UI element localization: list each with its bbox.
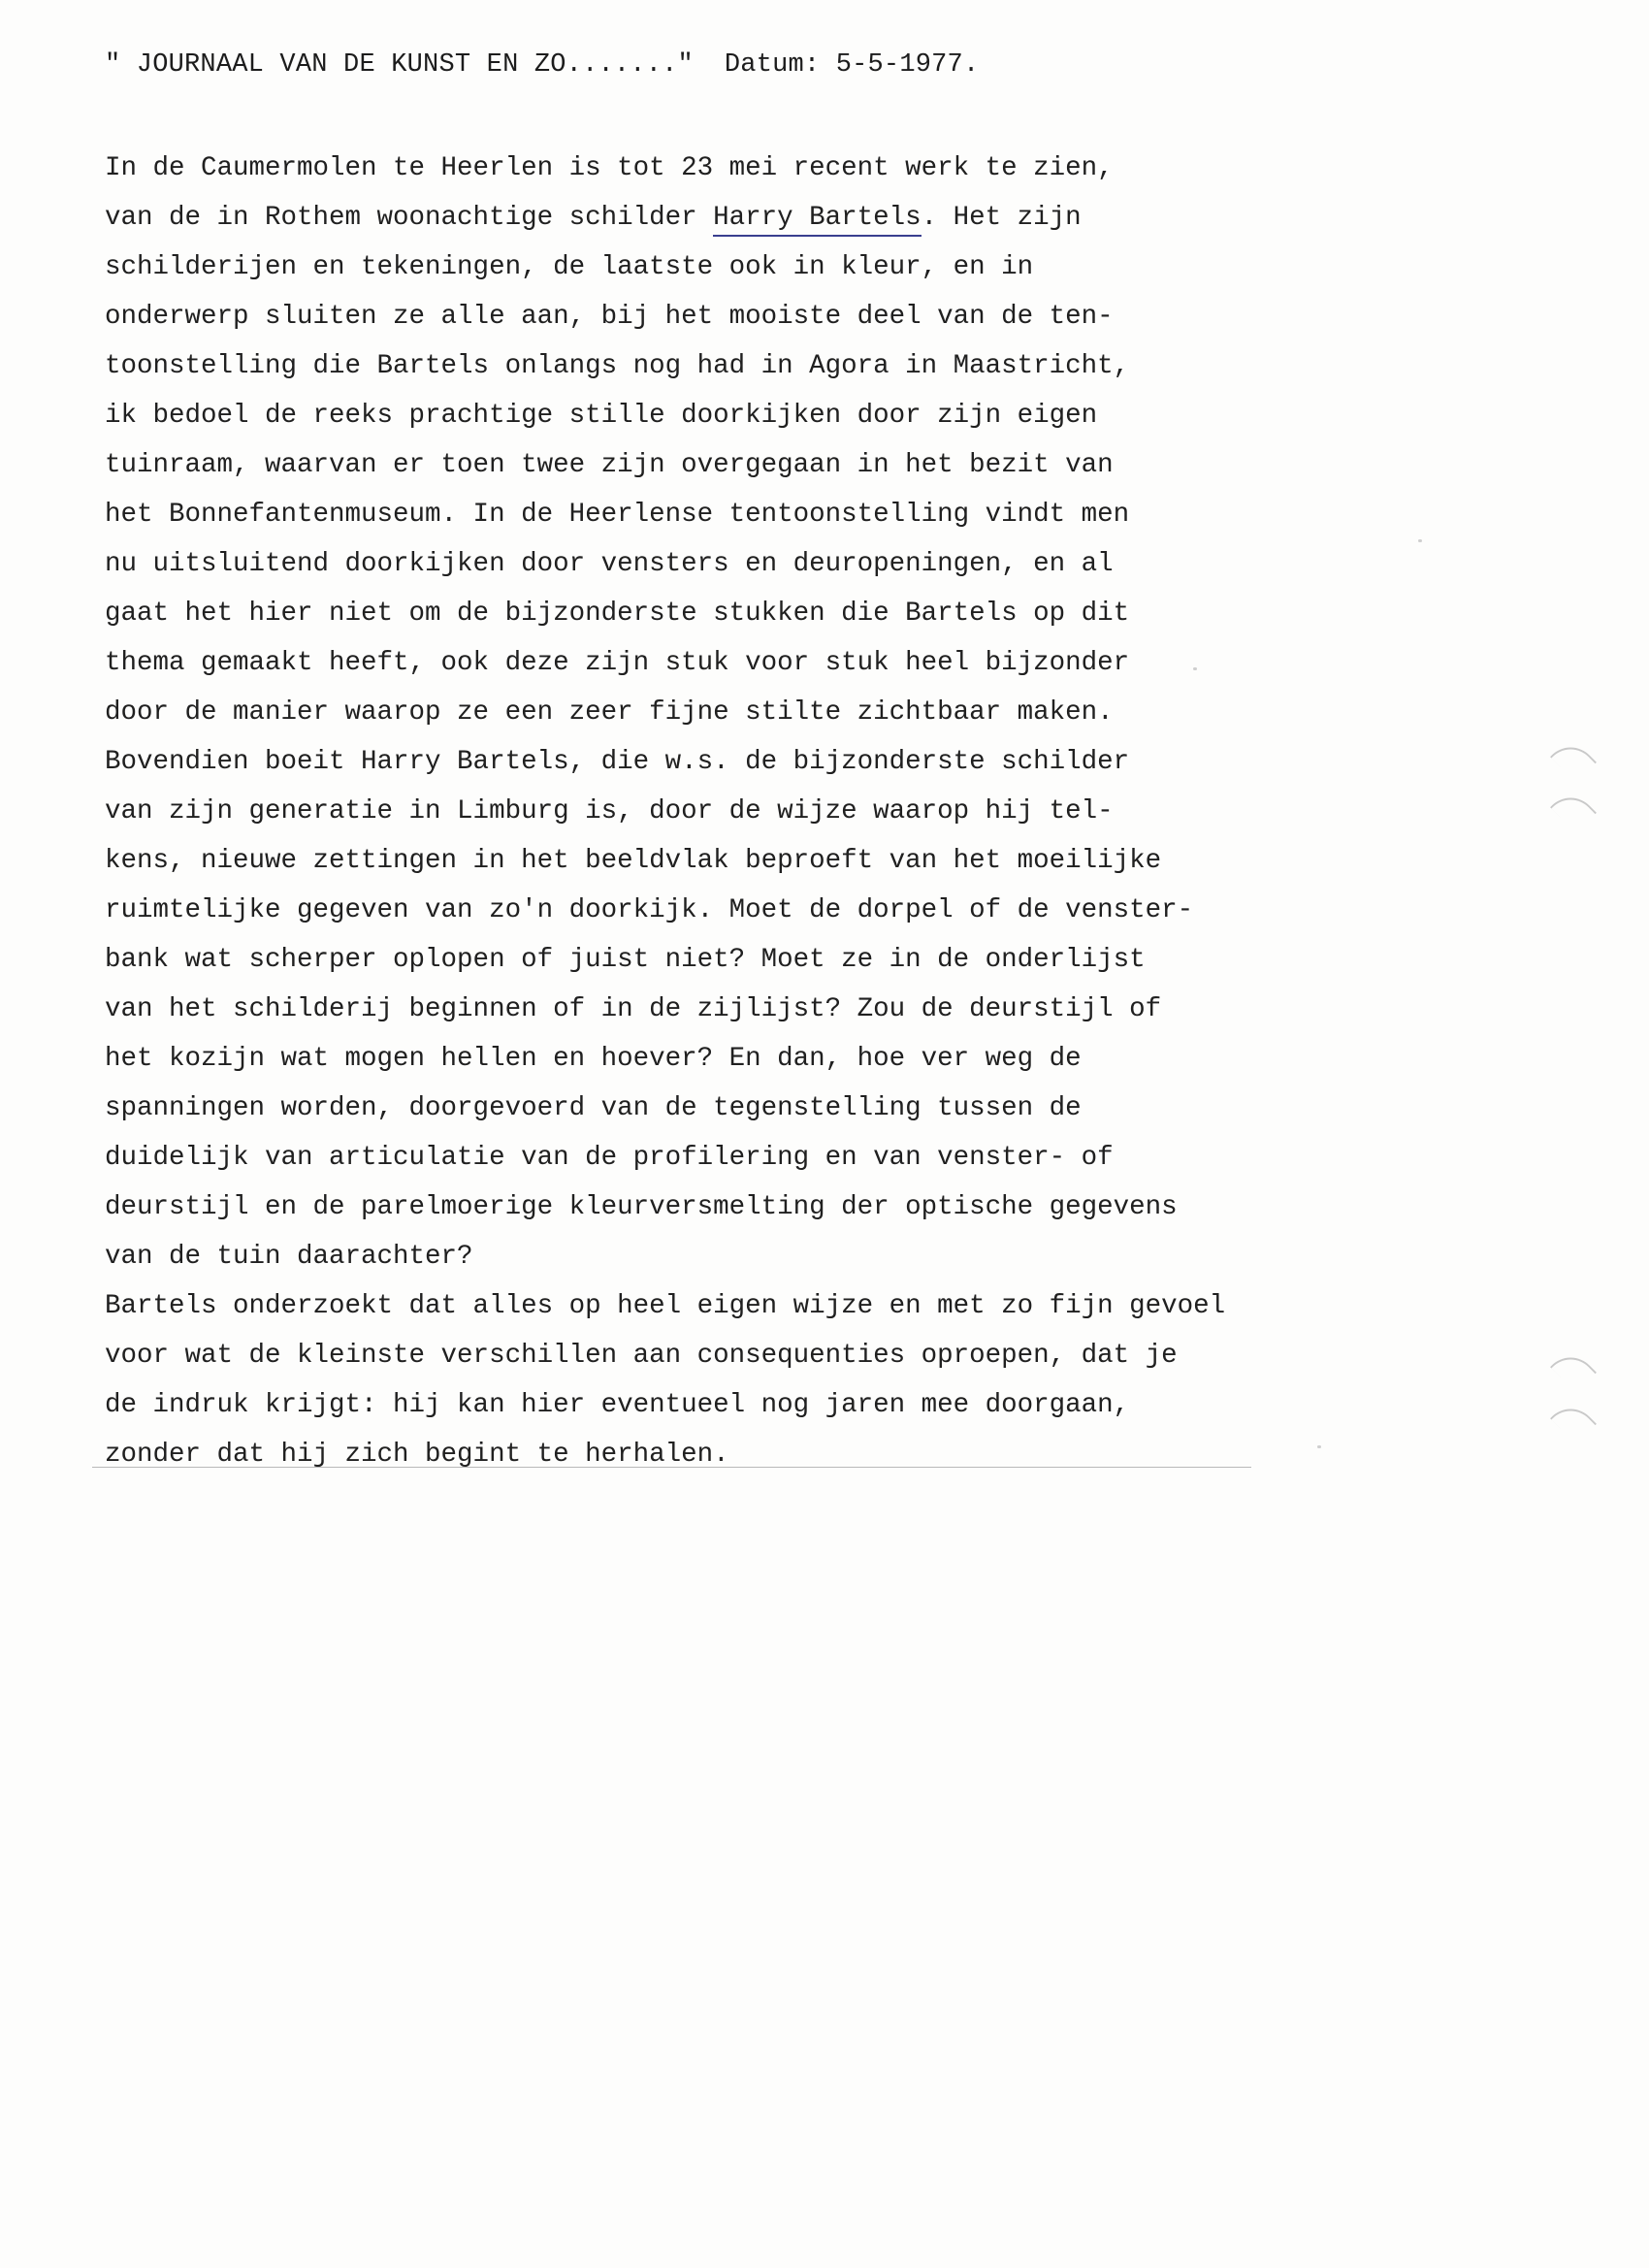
document-header: [105, 50, 979, 80]
article-line: Bartels onderzoekt dat alles op heel eigen wijze en met zo fijn gevoel: [105, 1291, 1226, 1321]
paper-speck: [1317, 1445, 1321, 1448]
article-line: van zijn generatie in Limburg is, door de wijze waarop hij tel-: [105, 796, 1114, 826]
article-line: [105, 193, 1269, 243]
article-line: spanningen worden, doorgevoerd van de tegenstelling tussen de: [105, 1093, 1082, 1123]
article-line: toonstelling die Bartels onlangs nog had in Agora in Maastricht,: [105, 351, 1130, 381]
article-line: ruimtelijke gegeven van zo'n doorkijk. Moet de dorpel of de venster-: [105, 895, 1194, 925]
header-title: " JOURNAAL VAN DE KUNST EN ZO.......": [105, 50, 694, 80]
article-line: door de manier waarop ze een zeer fijne stilte zichtbaar maken.: [105, 697, 1114, 728]
punch-hole-mark: [1550, 736, 1597, 783]
underlined-artist-name: Harry Bartels: [713, 203, 922, 237]
article-line: voor wat de kleinste verschillen aan consequenties oproepen, dat je: [105, 1341, 1178, 1371]
article-line: duidelijk van articulatie van de profilering en van venster- of: [105, 1143, 1114, 1173]
article-line-text: . Het zijn: [921, 203, 1082, 233]
article-line: In de Caumermolen te Heerlen is tot 23 mei recent werk te zien,: [105, 153, 1114, 183]
article-line: onderwerp sluiten ze alle aan, bij het mooiste deel van de ten-: [105, 302, 1114, 332]
punch-hole-mark: [1550, 1346, 1597, 1393]
article-line: ik bedoel de reeks prachtige stille doorkijken door zijn eigen: [105, 401, 1098, 431]
article-line: bank wat scherper oplopen of juist niet? Moet ze in de onderlijst: [105, 945, 1146, 975]
article-line: gaat het hier niet om de bijzonderste stukken die Bartels op dit: [105, 599, 1130, 629]
paper-speck: [1193, 667, 1197, 670]
article-line: van het schilderij beginnen of in de zijlijst? Zou de deurstijl of: [105, 994, 1162, 1024]
article-line: het Bonnefantenmuseum. In de Heerlense tentoonstelling vindt men: [105, 500, 1130, 530]
punch-hole-mark: [1550, 787, 1597, 833]
article-line: zonder dat hij zich begint te herhalen.: [105, 1440, 729, 1470]
article-line-text: van de in Rothem woonachtige schilder: [105, 203, 714, 233]
paper-speck: [1418, 539, 1422, 542]
article-line: thema gemaakt heeft, ook deze zijn stuk voor stuk heel bijzonder: [105, 648, 1130, 678]
article-line: schilderijen en tekeningen, de laatste ook in kleur, en in: [105, 252, 1034, 282]
bottom-divider-line: [92, 1467, 1251, 1468]
article-line: nu uitsluitend doorkijken door vensters en deuropeningen, en al: [105, 549, 1114, 579]
article-line: de indruk krijgt: hij kan hier eventueel nog jaren mee doorgaan,: [105, 1390, 1130, 1420]
punch-hole-mark: [1550, 1398, 1597, 1444]
article-line: deurstijl en de parelmoerige kleurversmelting der optische gegevens: [105, 1192, 1178, 1222]
article-line: kens, nieuwe zettingen in het beeldvlak beproeft van het moeilijke: [105, 846, 1162, 876]
article-line: van de tuin daarachter?: [105, 1242, 473, 1272]
header-date: Datum: 5-5-1977.: [724, 50, 980, 80]
article-line: tuinraam, waarvan er toen twee zijn overgegaan in het bezit van: [105, 450, 1114, 480]
article-body: [105, 144, 1269, 1479]
article-line: Bovendien boeit Harry Bartels, die w.s. de bijzonderste schilder: [105, 747, 1130, 777]
article-line: het kozijn wat mogen hellen en hoever? En dan, hoe ver weg de: [105, 1044, 1082, 1074]
